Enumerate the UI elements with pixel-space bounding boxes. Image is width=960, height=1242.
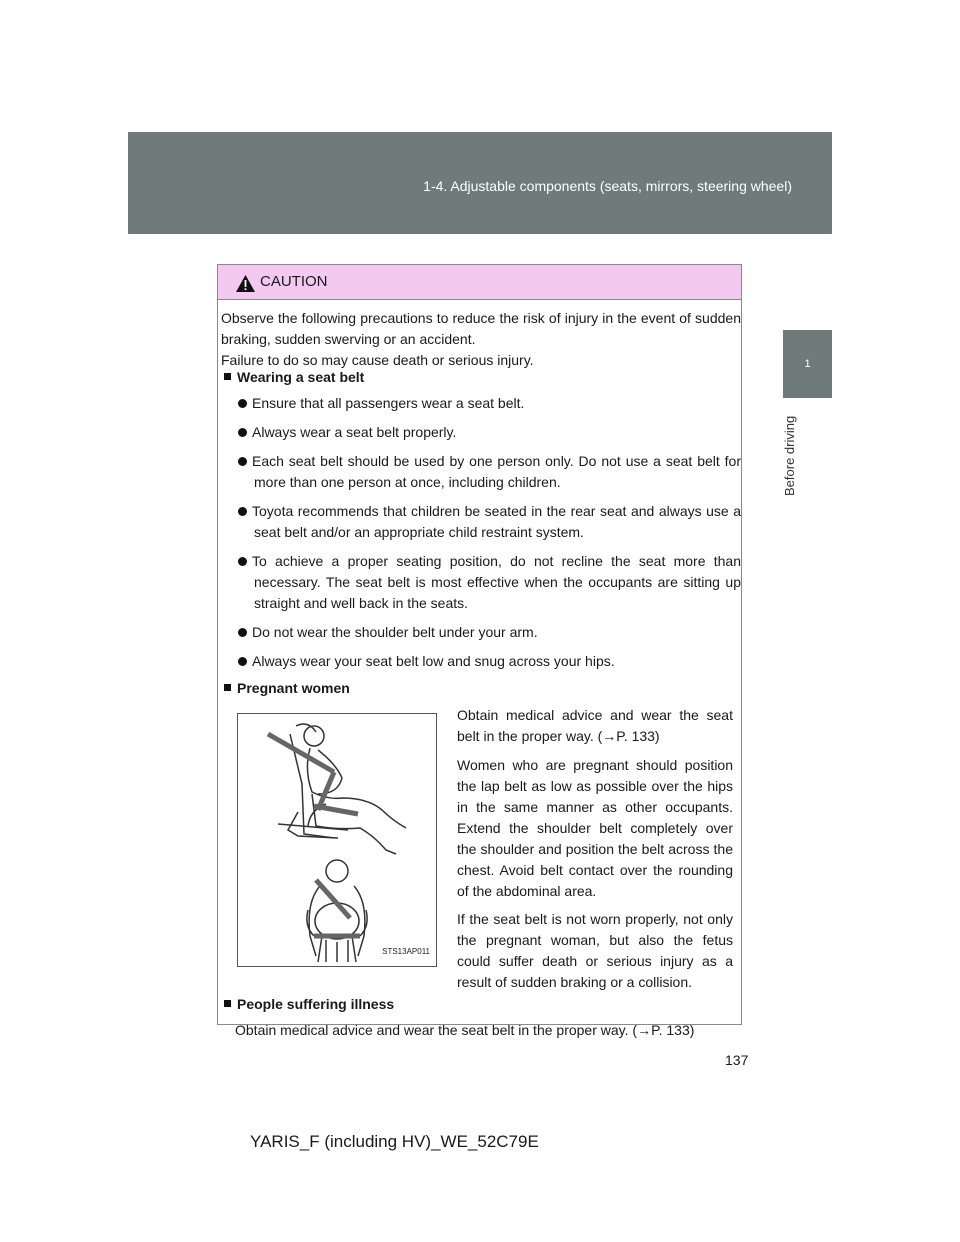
chapter-tab: [783, 330, 832, 398]
header-band: [128, 132, 832, 234]
list-item: To achieve a proper seating position, do not recline the seat more than necessary. The seat belt is most effective when the occupants are sitting up straight and well back in the seats.: [238, 551, 741, 614]
pregnant-heading: Pregnant women: [224, 678, 350, 699]
square-bullet-icon: [224, 684, 231, 691]
page-number: 137: [725, 1052, 749, 1068]
chapter-label: Before driving: [782, 415, 797, 496]
bullet-icon: [238, 557, 247, 566]
chapter-number: 1: [804, 358, 811, 370]
bullet-icon: [238, 507, 247, 516]
square-bullet-icon: [224, 1000, 231, 1007]
bullet-icon: [238, 428, 247, 437]
list-item: Toyota recommends that children be seated in the rear seat and always use a seat belt and/or an appropriate child restraint system.: [238, 501, 741, 543]
caution-label: CAUTION: [260, 273, 328, 290]
illness-heading: People suffering illness: [224, 994, 394, 1015]
caution-box: [217, 264, 742, 1038]
bullet-icon: [238, 657, 247, 666]
list-item: Do not wear the shoulder belt under your arm.: [238, 622, 741, 643]
section-title: 1-4. Adjustable components (seats, mirrors, steering wheel): [423, 178, 792, 194]
bullet-icon: [238, 628, 247, 637]
illness-paragraph: Obtain medical advice and wear the seat belt in the proper way. (→P. 133): [235, 1022, 695, 1038]
bullet-icon: [238, 457, 247, 466]
pregnant-paragraph: Women who are pregnant should position the lap belt as low as possible over the hips in the same manner as other occupants. Extend the shoulder belt completely over the shoulder and position the belt across the chest. Avoid belt contact over the rounding of the abdominal area.: [457, 757, 733, 899]
caution-header: [218, 265, 741, 300]
pregnant-paragraph: If the seat belt is not worn properly, not only the pregnant woman, but also the fetus could suffer death or serious injury as a result of sudden braking or a collision.: [457, 911, 733, 990]
list-item: Always wear a seat belt properly.: [238, 422, 741, 443]
list-item: Ensure that all passengers wear a seat belt.: [238, 393, 741, 414]
list-item: Always wear your seat belt low and snug across your hips.: [238, 651, 741, 672]
document-id: YARIS_F (including HV)_WE_52C79E: [250, 1132, 539, 1151]
pregnant-woman-seatbelt-illustration: [237, 713, 437, 967]
pregnant-paragraph: Obtain medical advice and wear the seat belt in the proper way. (→P. 133): [457, 707, 733, 744]
intro-paragraph: Observe the following precautions to reduce the risk of injury in the event of sudden braking, sudden swerving or an accident. Failure to do so may cause death or serious injury.: [221, 310, 741, 368]
square-bullet-icon: [224, 373, 231, 380]
seatbelt-heading: Wearing a seat belt: [224, 367, 364, 388]
list-item: Each seat belt should be used by one person only. Do not use a seat belt for more than one person at once, including children.: [238, 451, 741, 493]
figure-code: STS13AP011: [382, 947, 430, 956]
bullet-icon: [238, 399, 247, 408]
warning-triangle-icon: [235, 274, 256, 293]
seatbelt-figure-icon: [238, 714, 436, 966]
